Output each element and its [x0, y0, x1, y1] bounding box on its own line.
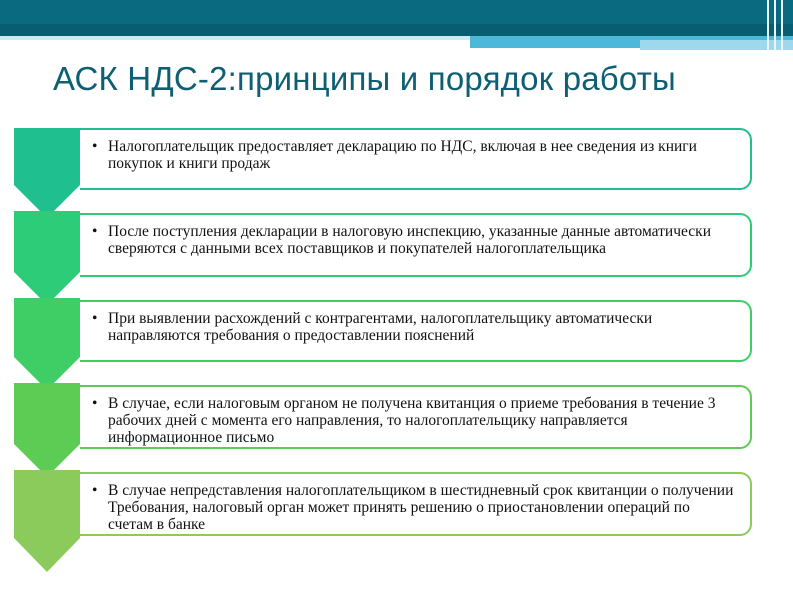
step-box-5 — [80, 472, 752, 536]
chevron-step-4 — [14, 383, 80, 477]
banner-shade — [0, 24, 793, 36]
banner-line — [767, 0, 769, 50]
step-text-4: • В случае, если налоговым органом не получена квитанция о приеме требования в течение 3 рабочих дней с момента его направления, то налогоплательщику направляется информационное письмо — [88, 395, 736, 446]
step-text-5: • В случае непредставления налогоплательщиком в шестидневный срок квитанции о получении Требования, налоговый орган может принять решению о приостановлении операций по счетам в банке — [88, 482, 736, 533]
banner-stripe-light — [0, 36, 470, 40]
page-title: АСК НДС-2:принципы и порядок работы — [53, 60, 676, 97]
banner-stripe-pale — [640, 40, 793, 50]
chevron-step-2 — [14, 211, 80, 305]
banner-line — [774, 0, 776, 50]
step-box-4 — [80, 385, 752, 449]
step-text-2: • После поступления декларации в налоговую инспекцию, указанные данные автоматически сверяются с данными всех поставщиков и покупателей налогоплательщика — [88, 223, 736, 257]
step-text-3: • При выявлении расхождений с контрагентами, налогоплательщику автоматически направляются требования о предоставлении пояснений — [88, 310, 736, 344]
step-box-3 — [80, 300, 752, 362]
step-box-2 — [80, 213, 752, 277]
top-banner — [0, 0, 793, 36]
banner-line — [781, 0, 783, 50]
chevron-step-5 — [14, 470, 80, 572]
step-text-1: • Налогоплательщик предоставляет декларацию по НДС, включая в нее сведения из книги покупок и книги продаж — [88, 138, 736, 172]
chevron-step-3 — [14, 298, 80, 390]
chevron-step-1 — [14, 128, 80, 218]
step-box-1 — [80, 128, 752, 190]
